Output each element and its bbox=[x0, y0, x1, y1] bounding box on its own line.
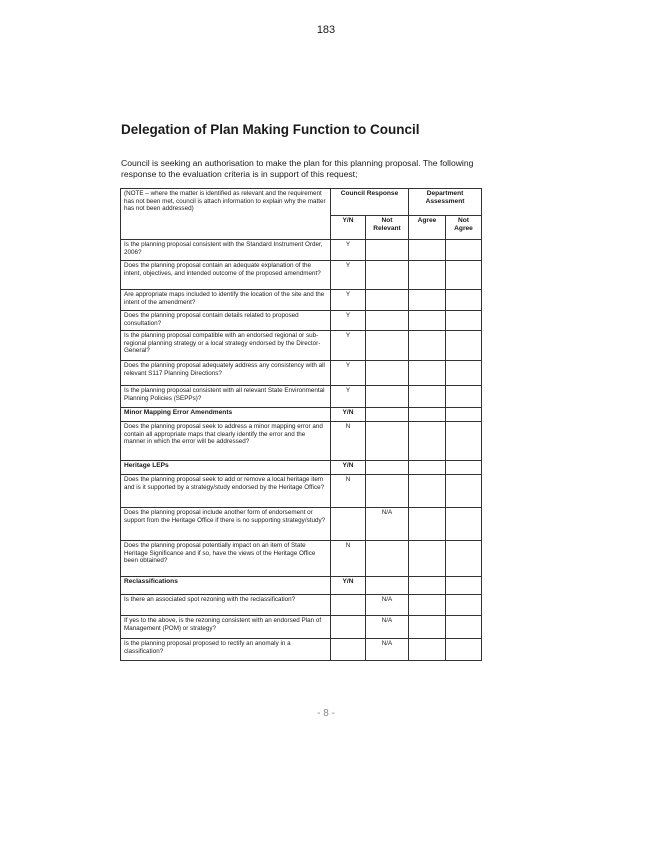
not-agree-cell bbox=[446, 261, 482, 290]
section-heading: Minor Mapping Error Amendments bbox=[121, 408, 331, 422]
yn-value bbox=[331, 616, 366, 639]
yn-header: Y/N bbox=[331, 216, 366, 240]
section-row bbox=[121, 408, 482, 422]
not-agree-cell bbox=[446, 508, 482, 541]
agree-cell bbox=[409, 311, 446, 331]
section-row bbox=[121, 461, 482, 475]
yn-value bbox=[331, 639, 366, 661]
yn-value: Y bbox=[331, 290, 366, 311]
not-agree-cell bbox=[446, 422, 482, 461]
not-relevant-value: N/A bbox=[366, 616, 409, 639]
table-row bbox=[121, 331, 482, 361]
evaluation-table bbox=[120, 188, 482, 661]
agree-cell bbox=[409, 616, 446, 639]
council-response-header: Council Response bbox=[331, 189, 409, 216]
table-row bbox=[121, 422, 482, 461]
table-note: (NOTE – where the matter is identified as relevant and the requirement has not been met, council is attach information to explain why the matter has not been addressed) bbox=[121, 189, 331, 240]
not-relevant-value bbox=[366, 422, 409, 461]
section-yn-label: Y/N bbox=[331, 577, 366, 595]
not-agree-cell bbox=[446, 290, 482, 311]
yn-value: Y bbox=[331, 386, 366, 408]
section-heading: Heritage LEPs bbox=[121, 461, 331, 475]
yn-value: N bbox=[331, 475, 366, 508]
agree-cell bbox=[409, 361, 446, 386]
table-row bbox=[121, 311, 482, 331]
department-assessment-header: Department Assessment bbox=[409, 189, 482, 216]
criteria-text: Does the planning proposal contain details related to proposed consultation? bbox=[121, 311, 331, 331]
agree-cell bbox=[409, 639, 446, 661]
table-row bbox=[121, 475, 482, 508]
section-heading: Reclassifications bbox=[121, 577, 331, 595]
intro-text: Council is seeking an authorisation to make the plan for this planning proposal. The following response to the evaluation criteria is in support of this request; bbox=[121, 158, 474, 179]
not-agree-cell bbox=[446, 361, 482, 386]
not-agree-cell bbox=[446, 240, 482, 261]
not-relevant-value bbox=[366, 541, 409, 577]
not-agree-cell bbox=[446, 541, 482, 577]
not-relevant-value bbox=[366, 311, 409, 331]
table-row bbox=[121, 261, 482, 290]
agree-cell bbox=[409, 422, 446, 461]
not-relevant-value bbox=[366, 361, 409, 386]
page-title: Delegation of Plan Making Function to Council bbox=[121, 122, 420, 137]
criteria-text: Does the planning proposal potentially impact on an item of State Heritage Significance and if so, have the views of the Heritage Office been obtained? bbox=[121, 541, 331, 577]
criteria-text: Does the planning proposal include another form of endorsement or support from the Heritage Office if there is no supporting strategy/study? bbox=[121, 508, 331, 541]
agree-cell bbox=[409, 261, 446, 290]
criteria-text: Does the planning proposal seek to address a minor mapping error and contain all appropriate maps that clearly identify the error and the manner in which the error will be addressed? bbox=[121, 422, 331, 461]
table-row bbox=[121, 290, 482, 311]
not-relevant-value bbox=[366, 386, 409, 408]
not-relevant-value: N/A bbox=[366, 639, 409, 661]
table-row bbox=[121, 240, 482, 261]
agree-cell bbox=[409, 508, 446, 541]
agree-cell bbox=[409, 541, 446, 577]
table-row bbox=[121, 595, 482, 616]
not-agree-cell bbox=[446, 311, 482, 331]
criteria-text: Is the planning proposal consistent with the Standard Instrument Order, 2006? bbox=[121, 240, 331, 261]
not-relevant-value bbox=[366, 240, 409, 261]
not-agree-cell bbox=[446, 475, 482, 508]
page-number: 183 bbox=[316, 24, 336, 36]
criteria-text: Does the planning proposal contain an adequate explanation of the intent, objectives, and intended outcome of the proposed amendment? bbox=[121, 261, 331, 290]
criteria-text: Is the planning proposal consistent with all relevant State Environmental Planning Policies (SEPPs)? bbox=[121, 386, 331, 408]
table-row bbox=[121, 541, 482, 577]
table-row bbox=[121, 386, 482, 408]
not-relevant-value bbox=[366, 475, 409, 508]
not-relevant-value bbox=[366, 290, 409, 311]
yn-value: Y bbox=[331, 261, 366, 290]
yn-value bbox=[331, 508, 366, 541]
agree-cell bbox=[409, 331, 446, 361]
table-row bbox=[121, 616, 482, 639]
criteria-text: Is the planning proposal proposed to rectify an anomaly in a classification? bbox=[121, 639, 331, 661]
yn-value: Y bbox=[331, 240, 366, 261]
not-relevant-value: N/A bbox=[366, 595, 409, 616]
agree-cell bbox=[409, 240, 446, 261]
not-agree-cell bbox=[446, 595, 482, 616]
section-yn-label: Y/N bbox=[331, 461, 366, 475]
criteria-text: Does the planning proposal seek to add or remove a local heritage item and is it supported by a strategy/study endorsed by the Heritage Office? bbox=[121, 475, 331, 508]
not-relevant-header: Not Relevant bbox=[366, 216, 409, 240]
criteria-text: Does the planning proposal adequately address any consistency with all relevant S117 Planning Directions? bbox=[121, 361, 331, 386]
not-agree-header: Not Agree bbox=[446, 216, 482, 240]
agree-cell bbox=[409, 386, 446, 408]
criteria-text: Are appropriate maps included to identify the location of the site and the intent of the amendment? bbox=[121, 290, 331, 311]
agree-cell bbox=[409, 595, 446, 616]
not-relevant-value: N/A bbox=[366, 508, 409, 541]
agree-cell bbox=[409, 290, 446, 311]
yn-value: Y bbox=[331, 331, 366, 361]
criteria-text: If yes to the above, is the rezoning consistent with an endorsed Plan of Management (POM) or strategy? bbox=[121, 616, 331, 639]
table-row bbox=[121, 639, 482, 661]
section-yn-label: Y/N bbox=[331, 408, 366, 422]
not-relevant-value bbox=[366, 261, 409, 290]
agree-header: Agree bbox=[409, 216, 446, 240]
yn-value: Y bbox=[331, 361, 366, 386]
table-row bbox=[121, 361, 482, 386]
not-agree-cell bbox=[446, 616, 482, 639]
not-relevant-value bbox=[366, 331, 409, 361]
criteria-text: Is the planning proposal compatible with an endorsed regional or sub-regional planning strategy or a local strategy endorsed by the Director-General? bbox=[121, 331, 331, 361]
not-agree-cell bbox=[446, 386, 482, 408]
yn-value: N bbox=[331, 422, 366, 461]
section-row bbox=[121, 577, 482, 595]
not-agree-cell bbox=[446, 331, 482, 361]
yn-value: Y bbox=[331, 311, 366, 331]
yn-value bbox=[331, 595, 366, 616]
not-agree-cell bbox=[446, 639, 482, 661]
agree-cell bbox=[409, 475, 446, 508]
yn-value: N bbox=[331, 541, 366, 577]
table-row bbox=[121, 508, 482, 541]
criteria-text: Is there an associated spot rezoning with the reclassification? bbox=[121, 595, 331, 616]
page-footer: - 8 - bbox=[317, 708, 335, 719]
